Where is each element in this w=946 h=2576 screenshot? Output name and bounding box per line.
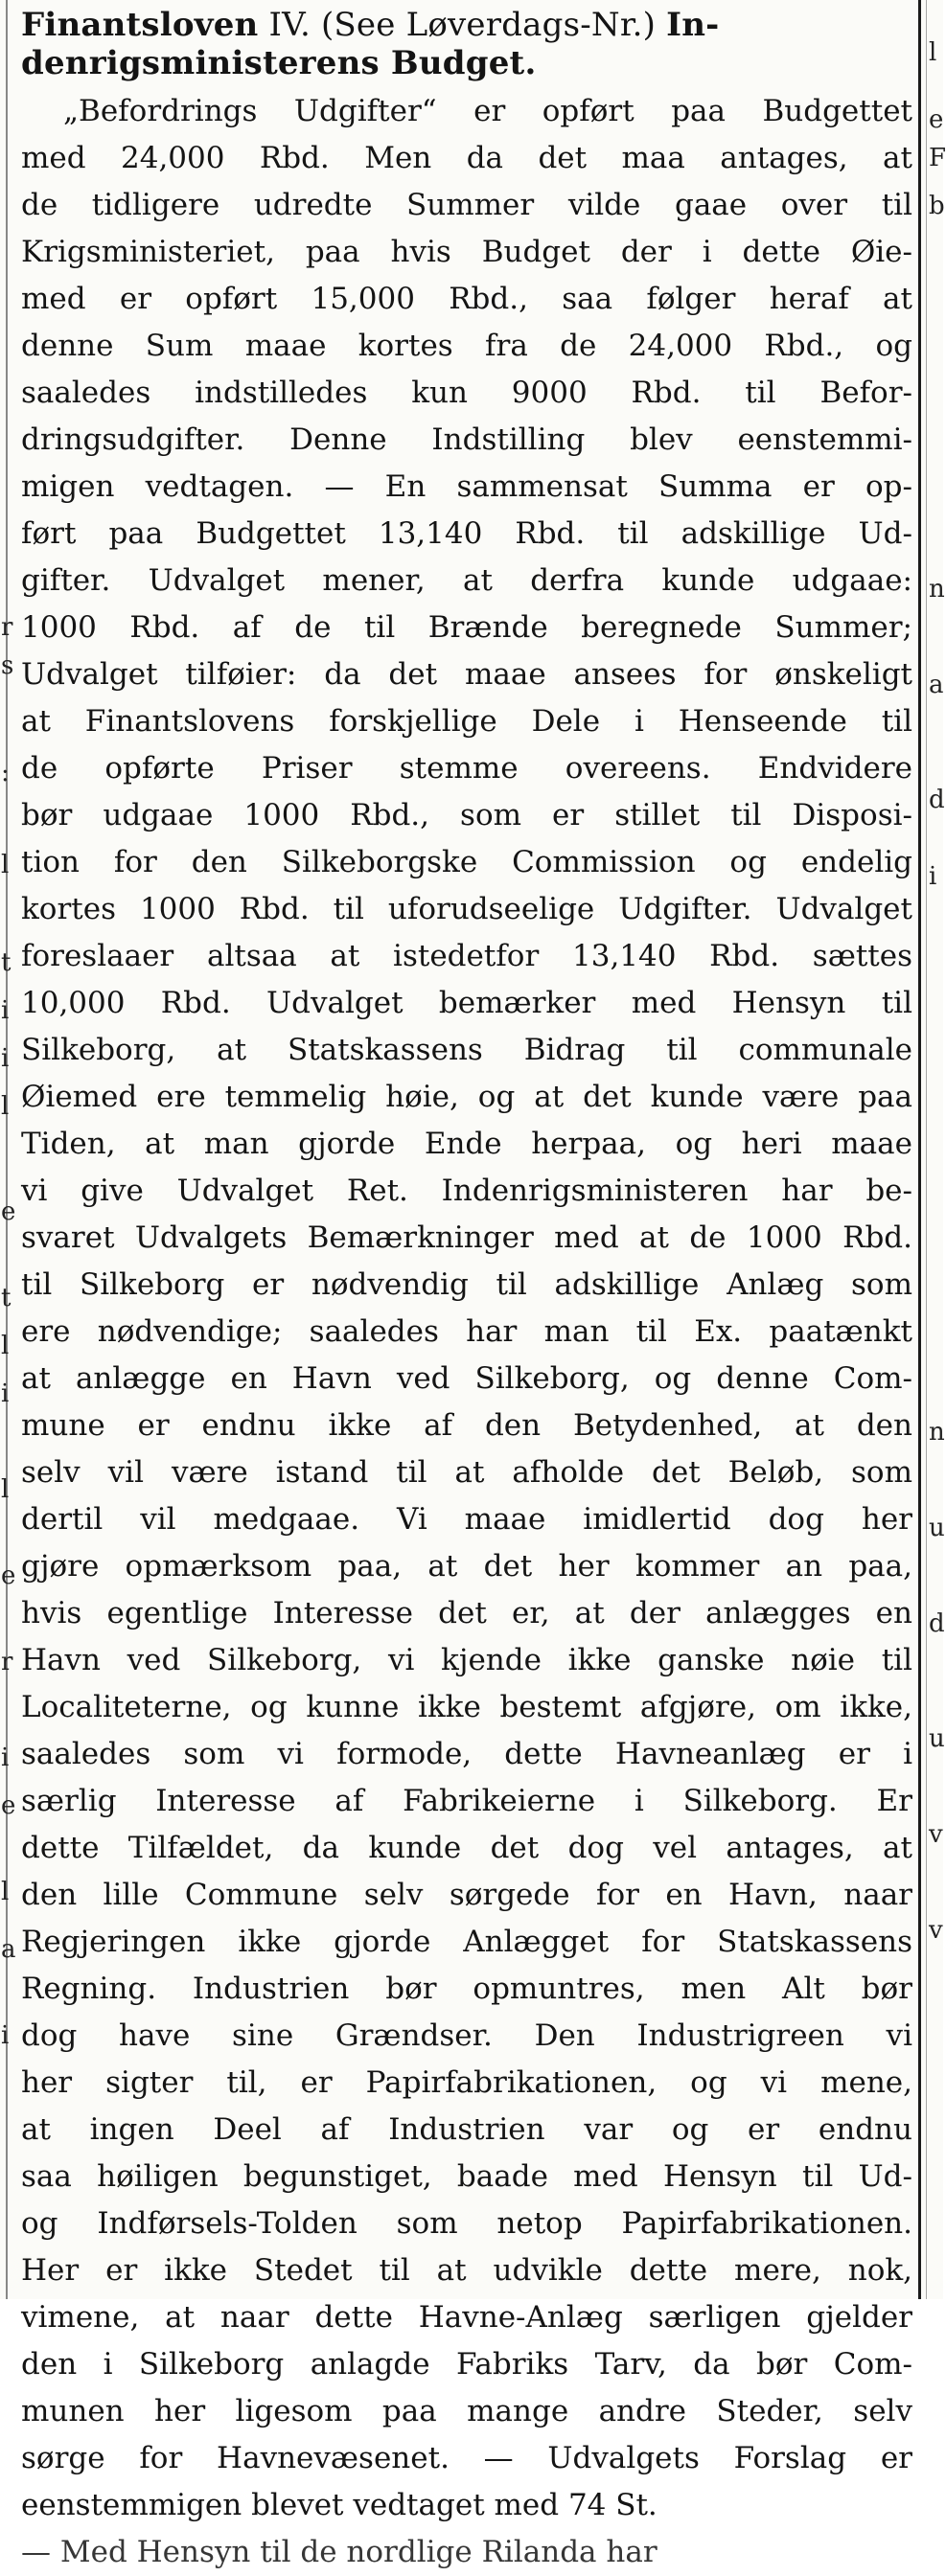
text-line: med er opført 15,000 Rbd., saa følger heraf at xyxy=(21,282,912,316)
margin-glyph: l xyxy=(1,1878,10,1906)
text-line: Silkeborg, at Statskassens Bidrag til communale xyxy=(21,1033,912,1067)
text-line: hvis egentlige Interesse det er, at der anlægges en xyxy=(21,1596,912,1630)
text-line: 1000 Rbd. af de til Brænde beregnede Summer; xyxy=(21,610,912,645)
text-line: kortes 1000 Rbd. til uforudseelige Udgifter. Udvalget xyxy=(21,892,912,926)
text-line: dog have sine Grændser. Den Industrigreen vi xyxy=(21,2018,912,2053)
text-line: at Finantslovens forskjellige Dele i Henseende til xyxy=(21,704,912,739)
right-adjacent-column-fragment xyxy=(928,0,946,2299)
margin-glyph: a xyxy=(1,1935,16,1964)
text-line: mune er endnu ikke af den Betydenhed, at den xyxy=(21,1408,912,1443)
margin-glyph: i xyxy=(1,1744,10,1772)
text-line: Udvalget tilføier: da det maae ansees for ønskeligt xyxy=(21,657,912,692)
text-line: Regjeringen ikke gjorde Anlægget for Statskassens xyxy=(21,1925,912,1959)
margin-glyph: e xyxy=(1,1562,16,1590)
text-line: Her er ikke Stedet til at udvikle dette mere, nok, xyxy=(21,2253,912,2288)
text-line: her sigter til, er Papirfabrikationen, og vi mene, xyxy=(21,2065,912,2100)
right-column-rule-thin xyxy=(926,0,927,2299)
margin-glyph: i xyxy=(929,862,937,891)
text-line: dringsudgifter. Denne Indstilling blev eenstemmi- xyxy=(21,422,912,457)
text-line: at anlægge en Havn ved Silkeborg, og denne Com- xyxy=(21,1361,912,1396)
margin-glyph: s xyxy=(1,651,14,680)
text-line: gjøre opmærksom paa, at det her kommer an paa, xyxy=(21,1549,912,1584)
article-body xyxy=(21,88,912,2529)
text-line: „Befordrings Udgifter“ er opført paa Budgettet xyxy=(63,94,912,128)
text-line: de opførte Priser stemme overeens. Endvidere xyxy=(21,751,912,786)
margin-glyph: e xyxy=(929,105,944,134)
margin-glyph: : xyxy=(1,759,10,787)
text-line: Havn ved Silkeborg, vi kjende ikke ganske nøie til xyxy=(21,1643,912,1677)
text-line: og Indførsels-Tolden som netop Papirfabrikationen. xyxy=(21,2206,912,2241)
next-article-fragment: — Med Hensyn til de nordlige Rilanda har xyxy=(21,2535,658,2569)
text-line: særlig Interesse af Fabrikeierne i Silkeborg. Er xyxy=(21,1784,912,1818)
margin-glyph: i xyxy=(1,2021,10,2050)
margin-glyph: F xyxy=(929,144,946,172)
text-line: gifter. Udvalget mener, at derfra kunde udgaae: xyxy=(21,563,912,598)
margin-glyph: l xyxy=(1,1332,10,1360)
text-line: 10,000 Rbd. Udvalget bemærker med Hensyn til xyxy=(21,986,912,1020)
text-line: vi give Udvalget Ret. Indenrigsministeren har be- xyxy=(21,1174,912,1208)
text-line: munen her ligesom paa mange andre Steder, selv xyxy=(21,2394,912,2428)
article-headline xyxy=(21,6,912,82)
text-line: Tiden, at man gjorde Ende herpaa, og heri maae xyxy=(21,1127,912,1161)
text-line: saa høiligen begunstiget, baade med Hensyn til Ud- xyxy=(21,2159,912,2194)
text-line: den lille Commune selv sørgede for en Havn, naar xyxy=(21,1878,912,1912)
headline-title: Finantsloven xyxy=(21,6,259,44)
text-line: at ingen Deel af Industrien var og er endnu xyxy=(21,2112,912,2147)
margin-glyph: l xyxy=(929,38,937,67)
text-line: ført paa Budgettet 13,140 Rbd. til adskillige Ud- xyxy=(21,516,912,551)
text-line: selv vil være istand til at afholde det Beløb, som xyxy=(21,1455,912,1490)
margin-glyph: r xyxy=(1,1648,13,1676)
text-line: migen vedtagen. — En sammensat Summa er op- xyxy=(21,469,912,504)
text-line: denne Sum maae kortes fra de 24,000 Rbd., og xyxy=(21,329,912,363)
text-line: tion for den Silkeborgske Commission og endelig xyxy=(21,845,912,879)
text-line: Øiemed ere temmelig høie, og at det kunde være paa xyxy=(21,1080,912,1114)
text-line: Regning. Industrien bør opmuntres, men Alt bør xyxy=(21,1972,912,2006)
margin-glyph: i xyxy=(1,996,10,1025)
text-line: bør udgaae 1000 Rbd., som er stillet til Disposi- xyxy=(21,798,912,832)
margin-glyph: u xyxy=(929,1514,945,1542)
margin-glyph: r xyxy=(1,613,13,642)
article xyxy=(21,6,912,2576)
right-column-rule xyxy=(918,0,921,2299)
margin-glyph: n xyxy=(929,575,945,604)
margin-glyph: l xyxy=(1,1092,10,1121)
text-line: Localiteterne, og kunne ikke bestemt afgjøre, om ikke, xyxy=(21,1690,912,1724)
text-line: svaret Udvalgets Bemærkninger med at de 1000 Rbd. xyxy=(21,1220,912,1255)
margin-glyph: u xyxy=(929,1724,945,1753)
text-line: ere nødvendige; saaledes har man til Ex. paatænkt xyxy=(21,1314,912,1349)
text-line: den i Silkeborg anlagde Fabriks Tarv, da bør Com- xyxy=(21,2347,912,2382)
margin-glyph: v xyxy=(929,1916,943,1945)
text-line: dertil vil medgaae. Vi maae imidlertid dog her xyxy=(21,1502,912,1537)
text-line: dette Tilfældet, da kunde det dog vel antages, at xyxy=(21,1831,912,1865)
text-line: sørge for Havnevæsenet. — Udvalgets Forslag er xyxy=(21,2441,912,2475)
margin-glyph: t xyxy=(1,948,12,977)
margin-glyph: l xyxy=(1,851,10,879)
text-line: foreslaaer altsaa at istedetfor 13,140 Rbd. sættes xyxy=(21,939,912,973)
margin-glyph: l xyxy=(1,1475,10,1504)
headline-reference: IV. (See Løverdags-Nr.) xyxy=(268,6,657,44)
text-line: eenstemmigen blevet vedtaget med 74 St. xyxy=(21,2488,658,2522)
margin-glyph: n xyxy=(929,1418,945,1447)
text-line: saaledes som vi formode, dette Havneanlæg er i xyxy=(21,1737,912,1771)
text-line: de tidligere udredte Summer vilde gaae over til xyxy=(21,188,912,222)
margin-glyph: e xyxy=(1,1197,16,1226)
text-line: med 24,000 Rbd. Men da det maa antages, at xyxy=(21,141,912,175)
margin-glyph: t xyxy=(1,1284,12,1312)
text-line: Krigsministeriet, paa hvis Budget der i dette Øie- xyxy=(21,235,912,269)
margin-glyph: b xyxy=(929,192,945,220)
text-line: saaledes indstilledes kun 9000 Rbd. til Befor- xyxy=(21,376,912,410)
margin-glyph: v xyxy=(929,1820,943,1849)
margin-glyph: d xyxy=(929,1609,945,1638)
margin-glyph: i xyxy=(1,1379,10,1408)
margin-glyph: a xyxy=(929,671,944,699)
headline-title-continued: In- xyxy=(666,6,720,44)
headline-subtitle: denrigsministerens Budget. xyxy=(21,44,537,82)
text-line: til Silkeborg er nødvendig til adskillige Anlæg som xyxy=(21,1267,912,1302)
left-adjacent-column-fragment xyxy=(0,0,16,2299)
margin-glyph: i xyxy=(1,1044,10,1073)
margin-glyph: d xyxy=(929,786,945,814)
margin-glyph: e xyxy=(1,1791,16,1820)
text-line: vimene, at naar dette Havne-Anlæg særligen gjelder xyxy=(21,2300,912,2335)
